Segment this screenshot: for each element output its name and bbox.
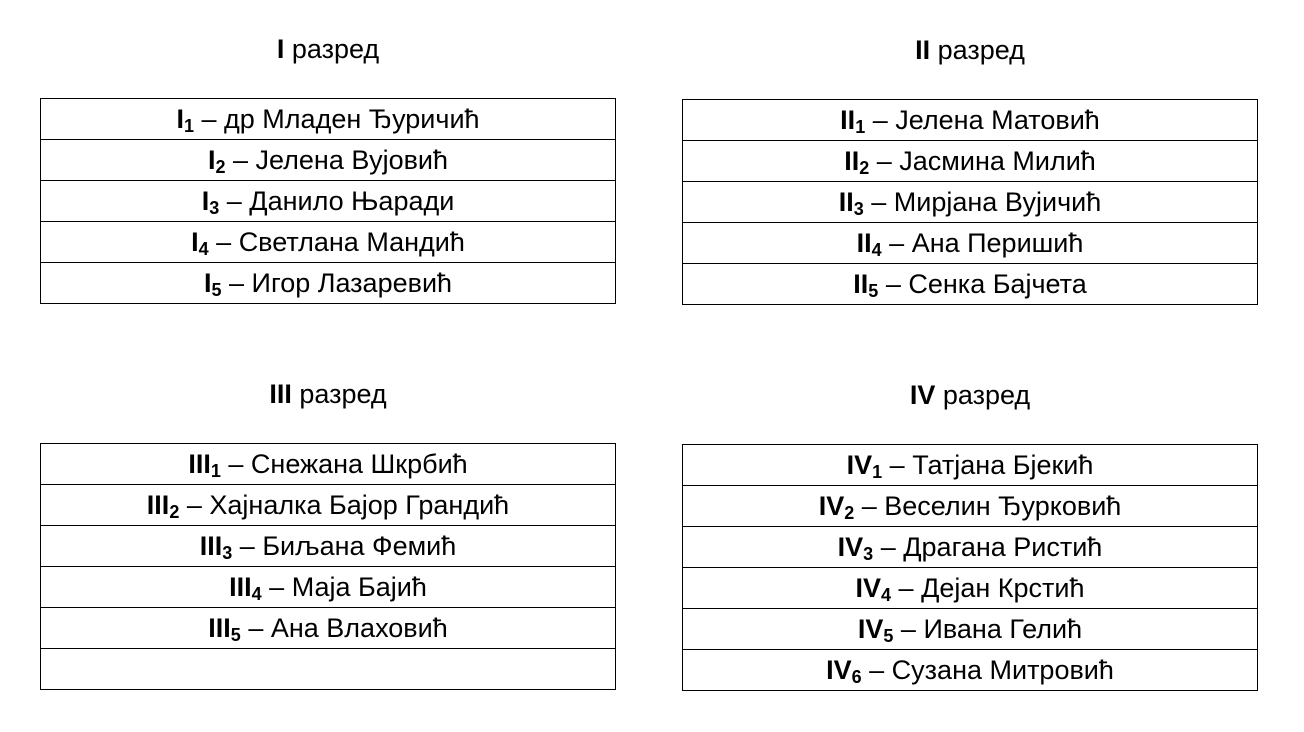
grade-title-word: разред bbox=[937, 35, 1025, 65]
teacher-cell bbox=[41, 444, 616, 485]
grade-title-iv bbox=[682, 378, 1258, 412]
grade-title-word: разред bbox=[942, 380, 1031, 410]
teacher-name: Татјана Бјекић bbox=[912, 450, 1094, 480]
teacher-cell bbox=[41, 222, 616, 263]
teacher-cell bbox=[683, 650, 1258, 691]
class-roman: IV bbox=[857, 614, 884, 644]
class-roman: II bbox=[853, 269, 869, 299]
class-roman: I bbox=[207, 145, 216, 175]
separator-dash: – bbox=[876, 146, 892, 176]
table-row bbox=[683, 223, 1258, 264]
grade-table-body bbox=[41, 99, 616, 304]
teacher-name: Дејан Крстић bbox=[921, 573, 1085, 603]
class-index: 4 bbox=[198, 239, 209, 259]
class-index: 5 bbox=[868, 281, 879, 301]
spacer bbox=[248, 145, 256, 175]
class-roman: III bbox=[188, 449, 211, 479]
table-row bbox=[683, 264, 1258, 305]
grade-title-roman: II bbox=[915, 35, 931, 65]
class-index: 5 bbox=[211, 280, 222, 300]
class-roman: IV bbox=[846, 450, 873, 480]
class-index: 5 bbox=[230, 625, 241, 645]
class-roman: IV bbox=[818, 491, 845, 521]
class-roman: II bbox=[840, 105, 856, 135]
separator-dash: – bbox=[871, 187, 887, 217]
class-roman: III bbox=[199, 531, 223, 561]
table-row bbox=[41, 140, 616, 181]
teacher-cell bbox=[41, 263, 616, 304]
table-row bbox=[41, 99, 616, 140]
class-index: 3 bbox=[222, 543, 233, 563]
spacer bbox=[904, 228, 912, 258]
teacher-name: Хајналка Бајор Грандић bbox=[209, 490, 510, 520]
teacher-name: Биљана Фемић bbox=[262, 531, 457, 561]
grade-table-ii bbox=[682, 99, 1258, 305]
grade-title-roman: IV bbox=[909, 380, 936, 410]
separator-dash: – bbox=[872, 105, 888, 135]
teacher-name: Сенка Бајчета bbox=[908, 269, 1087, 299]
separator-dash: – bbox=[889, 228, 905, 258]
class-index: 2 bbox=[859, 158, 870, 178]
separator-dash: – bbox=[186, 490, 202, 520]
grade-table-iv bbox=[682, 444, 1258, 691]
teacher-name: Јелена Вујовић bbox=[255, 145, 449, 175]
class-roman: II bbox=[838, 187, 854, 217]
teacher-cell bbox=[41, 99, 616, 140]
class-roman: II bbox=[844, 146, 860, 176]
class-index: 4 bbox=[871, 240, 882, 260]
class-index: 2 bbox=[169, 502, 180, 522]
teacher-cell bbox=[683, 182, 1258, 223]
class-index: 1 bbox=[872, 462, 883, 482]
class-index: 3 bbox=[209, 198, 220, 218]
teacher-name: Ивана Гелић bbox=[923, 614, 1083, 644]
teacher-name: Данило Њаради bbox=[249, 186, 455, 216]
table-row bbox=[683, 182, 1258, 223]
teacher-cell bbox=[41, 567, 616, 608]
grade-title-ii bbox=[682, 33, 1258, 67]
class-index: 1 bbox=[855, 117, 866, 137]
separator-dash: – bbox=[226, 186, 242, 216]
teacher-cell bbox=[683, 486, 1258, 527]
class-index: 1 bbox=[183, 116, 194, 136]
class-roman: III bbox=[229, 572, 252, 602]
table-row bbox=[683, 609, 1258, 650]
grade-table-iii bbox=[40, 443, 616, 690]
spacer bbox=[217, 104, 225, 134]
separator-dash: – bbox=[889, 450, 905, 480]
teacher-name: Јелена Матовић bbox=[895, 105, 1100, 135]
teacher-name: Веселин Ђурковић bbox=[884, 491, 1122, 521]
teacher-cell bbox=[683, 264, 1258, 305]
teacher-name: Светлана Мандић bbox=[238, 227, 465, 257]
table-row bbox=[683, 650, 1258, 691]
teacher-name: Игор Лазаревић bbox=[251, 268, 453, 298]
separator-dash: – bbox=[216, 227, 232, 257]
separator-dash: – bbox=[269, 572, 285, 602]
class-index: 3 bbox=[853, 199, 864, 219]
class-roman: I bbox=[191, 227, 199, 257]
table-row bbox=[41, 485, 616, 526]
class-index: 3 bbox=[863, 544, 874, 564]
spacer bbox=[243, 449, 251, 479]
grade-title-i bbox=[40, 32, 616, 66]
separator-dash: – bbox=[201, 104, 217, 134]
class-roman: III bbox=[208, 613, 231, 643]
teacher-name: др Младен Ђуричић bbox=[224, 104, 480, 134]
separator-dash: – bbox=[248, 613, 264, 643]
teacher-name: Маја Бајић bbox=[291, 572, 427, 602]
spacer bbox=[231, 227, 239, 257]
table-row bbox=[41, 649, 616, 690]
class-roman: I bbox=[176, 104, 184, 134]
class-index: 2 bbox=[844, 503, 855, 523]
class-roman: I bbox=[203, 268, 212, 298]
table-row bbox=[41, 181, 616, 222]
class-index: 4 bbox=[251, 584, 262, 604]
spacer bbox=[884, 655, 892, 685]
teacher-name: Ана Влаховић bbox=[270, 613, 448, 643]
teacher-cell bbox=[683, 445, 1258, 486]
table-row bbox=[683, 568, 1258, 609]
separator-dash: – bbox=[228, 449, 244, 479]
separator-dash: – bbox=[898, 573, 914, 603]
class-index: 6 bbox=[851, 667, 862, 687]
class-roman: I bbox=[201, 186, 210, 216]
class-roman: IV bbox=[837, 532, 864, 562]
teacher-cell bbox=[683, 527, 1258, 568]
separator-dash: – bbox=[900, 614, 916, 644]
teacher-cell bbox=[683, 141, 1258, 182]
separator-dash: – bbox=[239, 531, 255, 561]
teacher-cell bbox=[41, 485, 616, 526]
teacher-name: Сузана Митровић bbox=[891, 655, 1114, 685]
teacher-name: Ана Перишић bbox=[911, 228, 1084, 258]
table-row bbox=[683, 486, 1258, 527]
grade-title-word: разред bbox=[299, 379, 387, 409]
separator-dash: – bbox=[233, 145, 249, 175]
separator-dash: – bbox=[885, 269, 901, 299]
teacher-cell bbox=[41, 649, 616, 690]
class-index: 4 bbox=[881, 585, 892, 605]
teacher-cell bbox=[41, 140, 616, 181]
separator-dash: – bbox=[880, 532, 896, 562]
separator-dash: – bbox=[869, 655, 885, 685]
class-index: 2 bbox=[215, 157, 226, 177]
class-roman: IV bbox=[855, 573, 881, 603]
table-row bbox=[683, 527, 1258, 568]
spacer bbox=[284, 572, 292, 602]
grade-title-roman: I bbox=[276, 34, 285, 64]
grade-table-body bbox=[41, 444, 616, 690]
class-roman: III bbox=[146, 490, 170, 520]
grade-title-iii bbox=[40, 377, 616, 411]
table-row bbox=[683, 445, 1258, 486]
separator-dash: – bbox=[861, 491, 877, 521]
teacher-cell bbox=[41, 181, 616, 222]
teacher-cell bbox=[683, 223, 1258, 264]
table-row bbox=[41, 567, 616, 608]
teacher-cell bbox=[41, 526, 616, 567]
teacher-cell bbox=[683, 609, 1258, 650]
grade-table-body bbox=[683, 445, 1258, 691]
table-row bbox=[683, 100, 1258, 141]
class-roman: IV bbox=[826, 655, 852, 685]
class-roman: II bbox=[856, 228, 872, 258]
grade-table-i bbox=[40, 98, 616, 304]
table-row bbox=[41, 526, 616, 567]
table-row bbox=[41, 444, 616, 485]
class-index: 1 bbox=[210, 461, 221, 481]
spacer bbox=[914, 573, 922, 603]
table-row bbox=[41, 263, 616, 304]
teacher-cell bbox=[683, 100, 1258, 141]
table-row bbox=[41, 222, 616, 263]
teacher-name: Снежана Шкрбић bbox=[250, 449, 468, 479]
spacer bbox=[886, 187, 894, 217]
teacher-name: Јасмина Милић bbox=[899, 146, 1096, 176]
grade-title-word: разред bbox=[291, 34, 380, 64]
teacher-name: Драгана Ристић bbox=[903, 532, 1103, 562]
class-index: 5 bbox=[883, 626, 894, 646]
spacer bbox=[244, 268, 252, 298]
teacher-name: Мирјана Вујичић bbox=[893, 187, 1102, 217]
spacer bbox=[263, 613, 271, 643]
grade-table-body bbox=[683, 100, 1258, 305]
table-row bbox=[41, 608, 616, 649]
teacher-cell bbox=[683, 568, 1258, 609]
separator-dash: – bbox=[229, 268, 245, 298]
teacher-cell bbox=[41, 608, 616, 649]
table-row bbox=[683, 141, 1258, 182]
grade-title-roman: III bbox=[269, 379, 292, 409]
